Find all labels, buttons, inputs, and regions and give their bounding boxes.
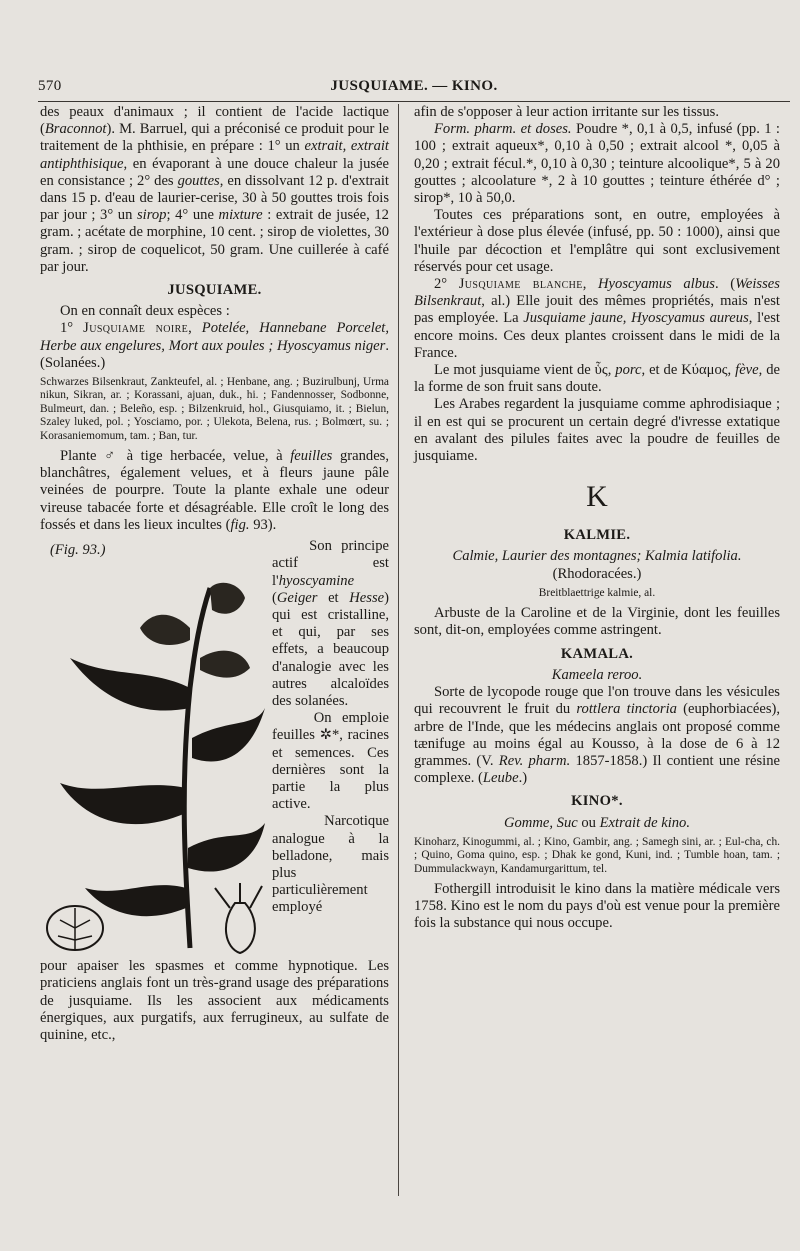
kalmie-subtitle: Calmie, Laurier des montagnes; Kalmia latifolia. (Rhodoracées.) <box>452 548 742 582</box>
paragraph-form-doses: Form. pharm. et doses. Poudre *, 0,1 à 0,5, infusé (pp. 1 : 100 ; extrait aqueux*, 0,10 à 0,50 ; extrait alcool *, 0,05 à 0,20 ; extrait fécul.*, 0,10 à 0,30 ; teinture alcoolique*, 5 à 20 gouttes ; alcoolature *, 2 à 10 gouttes ; teinture éthérée d° ; sirop*, 10 à 50,0. <box>414 121 780 207</box>
heading-kalmie: KALMIE. <box>563 527 631 544</box>
species-black: 1° Jusquiame noire, Potelée, Hannebane Porcelet, Herbe aux engelures, Mort aux poules ; Hyoscyamus niger. (Solanées.) <box>40 320 389 371</box>
synonyms-black: Schwarzes Bilsenkraut, Zankteufel, al. ; Henbane, ang. ; Buzirulbunj, Urma nikun, Sikran, ar. ; Korassani, ajuan, duk., hi. ; Fandennosser, Sodbonne, Bulmeurt, dan. ; Beleño, esp. ; Bilzenkruid, hol., Giusquiamo, it. ; Bielun, Szaley luked, pol. ; Yosciamo, por. ; Ulekota, Belena, rus. ; Bolmœrt, su. ; Korasaniemomum, tam. ; Ban, tur. <box>40 376 389 442</box>
paragraph-external-use: Toutes ces préparations sont, en outre, employées à l'extérieur à dose plus élevée (infusé, pp. 50 : 1000), ainsi que l'huile par décoction et l'emplâtre qui sont exclusivement réservés pour cet usage. <box>414 207 780 275</box>
paragraph-kamala: Sorte de lycopode rouge que l'on trouve dans les vésicules qui recouvrent le fruit du rottlera tinctoria (euphorbiacées), arbre de l'Inde, que les médecins anglais ont proposé comme tænifuge au moins égal au Kousso, à la dose de 6 à 12 grammes. (V. Rev. pharm. 1857-1858.) Il contient une résine complexe. (Leube.) <box>414 684 781 787</box>
right-column <box>414 104 780 933</box>
paragraph-plant: Plante ♂ à tige herbacée, velue, à feuilles grandes, blanchâtres, également velues, et à fleurs jaune pâle veinées de pourpre. Toute la plante exhale une odeur vireuse tabacée forte et désagréable. Elle croît le long des fossés et dans les lieux incultes (fig. 93). <box>40 448 389 533</box>
page-number: 570 <box>38 78 62 94</box>
kamala-subtitle: Kameela reroo. <box>551 666 643 683</box>
paragraph-etymology: Le mot jusquiame vient de ὗς, porc, et de Κύαμος, fève, de la forme de son fruit sans doute. <box>414 362 780 396</box>
kino-subtitle: Gomme, Suc ou Extrait de kino. <box>503 814 691 831</box>
paragraph-braconnot: des peaux d'animaux ; il contient de l'acide lactique (Braconnot). M. Barruel, qui a préconisé ce produit pour le traitement de la phthisie, en prépare : 1° un extrait, extrait antiphthisique, en évaporant à une douce chaleur la jusée en consistance ; 2° des gouttes, en dissolvant 12 p. d'extrait dans 15 p. d'eau de laurier-cerise, 30 à 50 gouttes trois fois par jour ; 3° un sirop; 4° une mixture : extrait de jusée, 12 gram. ; acétate de morphine, 10 cent. ; sirop de violettes, 30 gram. ; sirop de coquelicot, 50 gram. Une cuillerée à café par jour. <box>40 104 389 275</box>
paragraph-arabs: Les Arabes regardent la jusquiame comme aphrodisiaque ; il en est qui se procurent un certain degré d'ivresse extatique en avalant des pilules faites avec la poudre de feuilles de jusquiame. <box>414 396 780 465</box>
running-title: JUSQUIAME. — KINO. <box>330 78 498 94</box>
section-letter-k: K <box>586 480 608 514</box>
running-header <box>38 78 790 98</box>
figure-caption: (Fig. 93.) <box>50 542 106 559</box>
figure-side-text <box>272 538 389 916</box>
heading-kino: KINO*. <box>571 793 623 810</box>
synonyms-kalmie: Breitblaettrige kalmie, al. <box>538 586 656 599</box>
header-rule <box>38 101 790 102</box>
paragraph-parts-used: On emploie feuilles ✲*, racines et semences. Ces dernières sont la partie la plus active. <box>272 710 389 813</box>
intro-text: On en connaît deux espèces : <box>60 303 230 320</box>
paragraph-kalmie: Arbuste de la Caroline et de la Virginie, dont les feuilles sont, dit-on, employées comme astringent. <box>414 605 780 639</box>
paragraph-principle: Son principe actif est l'hyoscyamine (Geiger et Hesse) qui est cristalline, et qui, par ses effets, a beaucoup d'analogie avec les autres alcaloïdes des solanées. <box>272 538 389 709</box>
paragraph-kino: Fothergill introduisit le kino dans la matière médicale vers 1758. Kino est le nom du pays d'où est venue pour la première fois la substance qui nous occupe. <box>414 880 780 932</box>
paragraph-spasms: pour apaiser les spasmes et comme hypnotique. Les praticiens anglais font un très-grand usage des préparations de jusquiame. Ils les associent aux médicaments énergiques, aux purgatifs, aux ferrugineux, au sulfate de quinine, etc., <box>40 958 389 1043</box>
column-divider <box>398 104 399 1196</box>
left-column <box>40 104 389 1044</box>
heading-kamala: KAMALA. <box>560 645 634 662</box>
heading-jusquiame: JUSQUIAME. <box>167 282 262 299</box>
species-white: 2° Jusquiame blanche, Hyoscyamus albus. (Weisses Bilsenkraut, al.) Elle jouit des mêmes propriétés, mais n'est pas employée. La Jusquiame jaune, Hyoscyamus aureus, l'est encore moins. Ces deux plantes croissent dans le midi de la France. <box>414 276 780 361</box>
paragraph-tissus: afin de s'opposer à leur action irritante sur les tissus. <box>414 104 719 120</box>
synonyms-kino: Kinoharz, Kinogummi, al. ; Kino, Gambir, ang. ; Samegh sini, ar. ; Eul-cha, ch. ; Quino, Goma quino, esp. ; Dhak ke gond, Kuni, ind. ; Tumble hoan, tam. ; Dummulackwayn, Kandamurgarittum, tel. <box>414 835 780 875</box>
henbane-illustration <box>40 568 268 958</box>
figure-block <box>40 538 389 958</box>
paragraph-narcotic: Narcotique analogue à la belladone, mais plus particulièrement employé <box>272 813 389 916</box>
